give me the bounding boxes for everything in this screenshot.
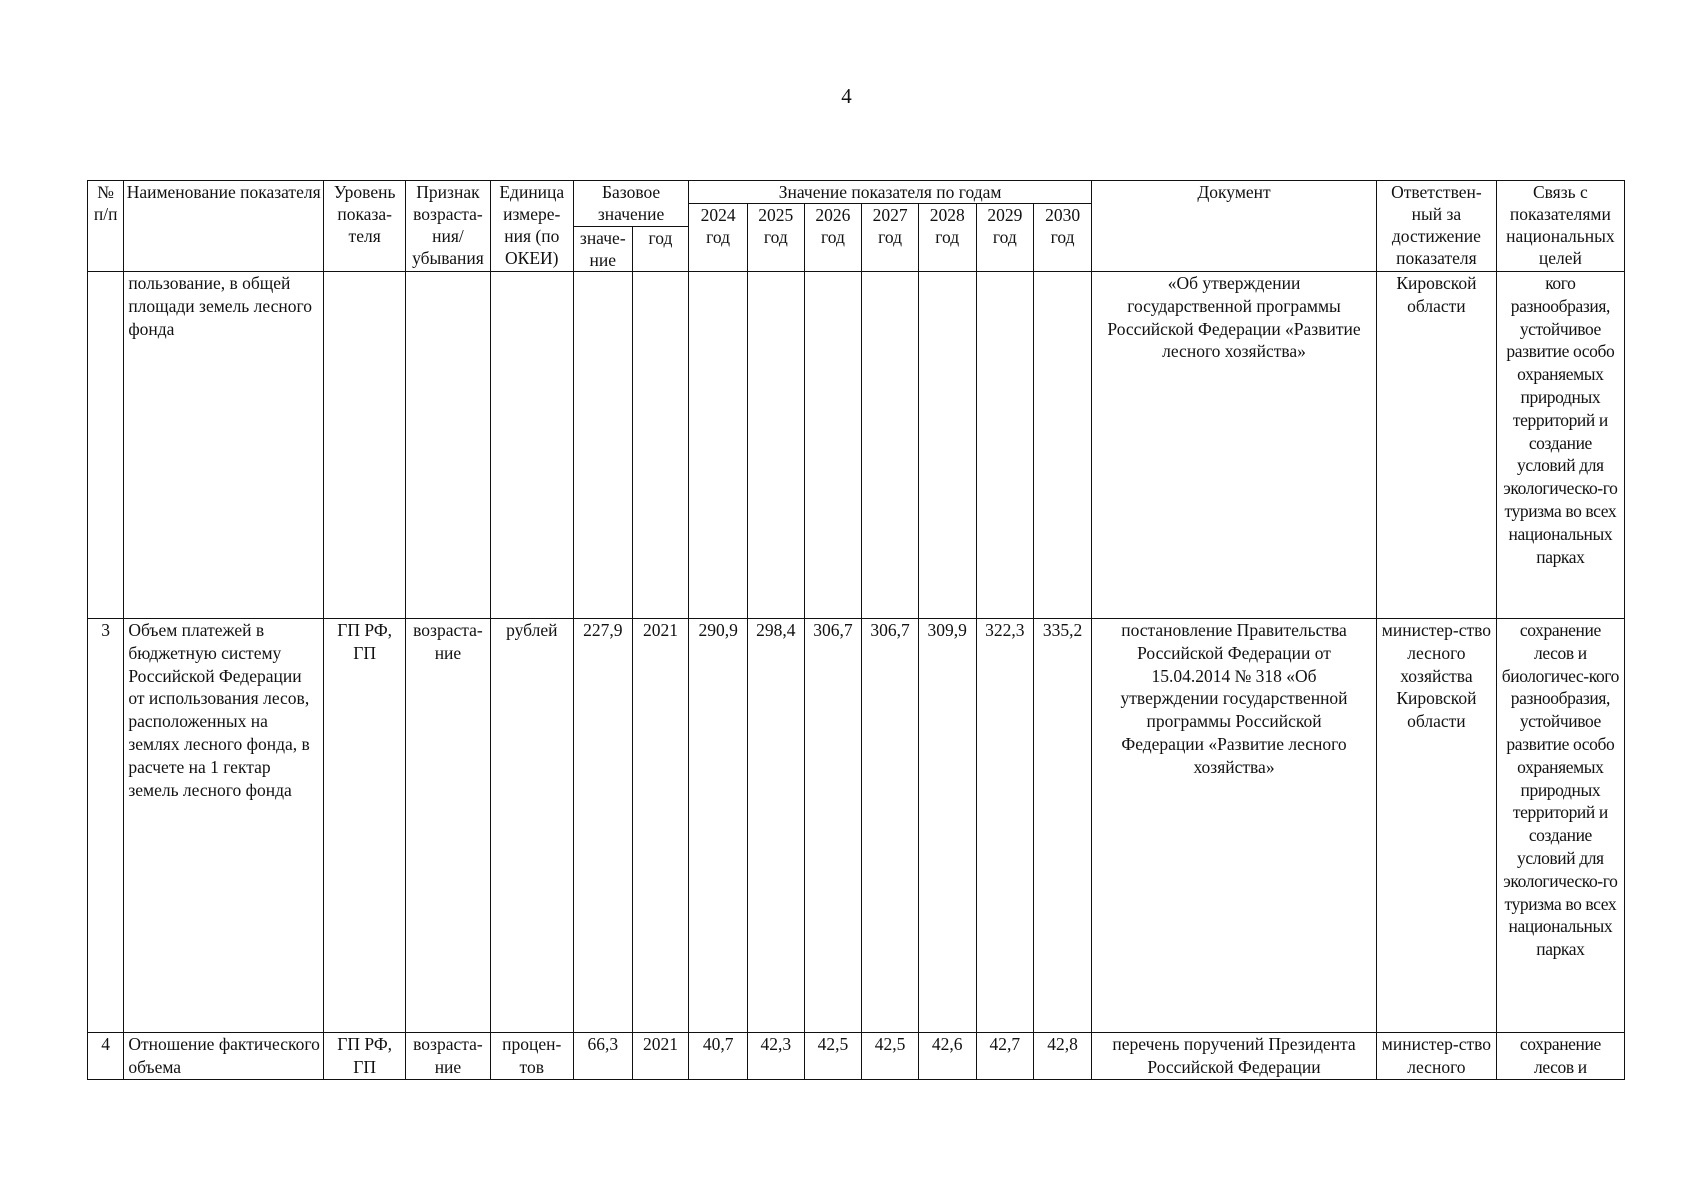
header-row-1 xyxy=(88,181,1625,204)
row-unit: процен-тов xyxy=(490,1033,573,1080)
row-name: пользование, в общей площади земель лесного фонда xyxy=(124,272,324,619)
header-name: Наименование показателя xyxy=(124,181,324,272)
header-trend: Признак возраста-ния/ убывания xyxy=(406,181,490,272)
row-value-2030: 42,8 xyxy=(1034,1033,1092,1080)
header-document: Документ xyxy=(1091,181,1376,272)
row-value-2028 xyxy=(918,272,976,619)
row-document: постановление Правительства Российской Федерации от 15.04.2014 № 318 «Об утверждении государственной программы Российской Федерации «Развитие лесного хозяйства» xyxy=(1091,619,1376,1033)
row-value-2025: 298,4 xyxy=(748,619,805,1033)
row-value-2026: 42,5 xyxy=(804,1033,862,1080)
row-trend: возраста-ние xyxy=(406,619,490,1033)
indicators-table xyxy=(87,180,1625,1080)
row-trend xyxy=(406,272,490,619)
row-unit: рублей xyxy=(490,619,573,1033)
table-row xyxy=(88,272,1625,619)
table-row xyxy=(88,1033,1625,1080)
header-level: Уровень показа-теля xyxy=(324,181,406,272)
row-name: Объем платежей в бюджетную систему Российской Федерации от использования лесов, расположенных на землях лесного фонда, в расчете на 1 гектар земель лесного фонда xyxy=(124,619,324,1033)
header-year-2028: 2028 год xyxy=(918,204,976,272)
row-level: ГП РФ, ГП xyxy=(324,619,406,1033)
row-value-2025 xyxy=(748,272,805,619)
row-level: ГП РФ, ГП xyxy=(324,1033,406,1080)
header-year-2027: 2027 год xyxy=(862,204,919,272)
row-level xyxy=(324,272,406,619)
row-link: кого разнообразия, устойчивое развитие особо охраняемых природных территорий и создание условий для экологическо-го туризма во всех национальных парках xyxy=(1496,272,1624,619)
row-value-2027: 306,7 xyxy=(862,619,919,1033)
header-year-2025: 2025 год xyxy=(748,204,805,272)
row-base-year: 2021 xyxy=(632,1033,689,1080)
header-base: Базовое значение xyxy=(573,181,688,227)
row-unit xyxy=(490,272,573,619)
header-link: Связь с показателями национальных целей xyxy=(1496,181,1624,272)
header-num: № п/п xyxy=(88,181,124,272)
header-year-2026: 2026 год xyxy=(804,204,862,272)
row-link: сохранение лесов и xyxy=(1496,1033,1624,1080)
row-responsible: министер-ство лесного хозяйства Кировской области xyxy=(1377,619,1497,1033)
row-value-2026: 306,7 xyxy=(804,619,862,1033)
row-document: перечень поручений Президента Российской Федерации xyxy=(1091,1033,1376,1080)
page-number: 4 xyxy=(841,84,852,108)
row-value-2029: 322,3 xyxy=(976,619,1034,1033)
header-year-2030: 2030 год xyxy=(1034,204,1092,272)
header-responsible: Ответствен-ный за достижение показателя xyxy=(1377,181,1497,272)
row-base-value: 66,3 xyxy=(573,1033,632,1080)
header-year-2024: 2024 год xyxy=(689,204,748,272)
table-row xyxy=(88,619,1625,1033)
row-responsible: Кировской области xyxy=(1377,272,1497,619)
row-value-2026 xyxy=(804,272,862,619)
header-base-year: год xyxy=(632,227,689,272)
row-value-2024: 40,7 xyxy=(689,1033,748,1080)
row-value-2025: 42,3 xyxy=(748,1033,805,1080)
row-base-value: 227,9 xyxy=(573,619,632,1033)
row-num: 4 xyxy=(88,1033,124,1080)
row-link: сохранение лесов и биологичес-кого разнообразия, устойчивое развитие особо охраняемых природных территорий и создание условий для экологическо-го туризма во всех национальных парках xyxy=(1496,619,1624,1033)
row-value-2029 xyxy=(976,272,1034,619)
row-value-2030: 335,2 xyxy=(1034,619,1092,1033)
row-value-2028: 309,9 xyxy=(918,619,976,1033)
header-years-group: Значение показателя по годам xyxy=(689,181,1092,204)
row-value-2029: 42,7 xyxy=(976,1033,1034,1080)
row-num xyxy=(88,272,124,619)
row-value-2030 xyxy=(1034,272,1092,619)
row-value-2027: 42,5 xyxy=(862,1033,919,1080)
header-year-2029: 2029 год xyxy=(976,204,1034,272)
row-value-2027 xyxy=(862,272,919,619)
header-unit: Единица измере-ния (по ОКЕИ) xyxy=(490,181,573,272)
row-base-year xyxy=(632,272,689,619)
row-base-value xyxy=(573,272,632,619)
row-responsible: министер-ство лесного xyxy=(1377,1033,1497,1080)
row-document: «Об утверждении государственной программы Российской Федерации «Развитие лесного хозяйства» xyxy=(1091,272,1376,619)
row-name: Отношение фактического объема xyxy=(124,1033,324,1080)
row-base-year: 2021 xyxy=(632,619,689,1033)
row-value-2024: 290,9 xyxy=(689,619,748,1033)
row-num: 3 xyxy=(88,619,124,1033)
row-value-2028: 42,6 xyxy=(918,1033,976,1080)
row-value-2024 xyxy=(689,272,748,619)
header-base-value: значе-ние xyxy=(573,227,632,272)
row-trend: возраста-ние xyxy=(406,1033,490,1080)
